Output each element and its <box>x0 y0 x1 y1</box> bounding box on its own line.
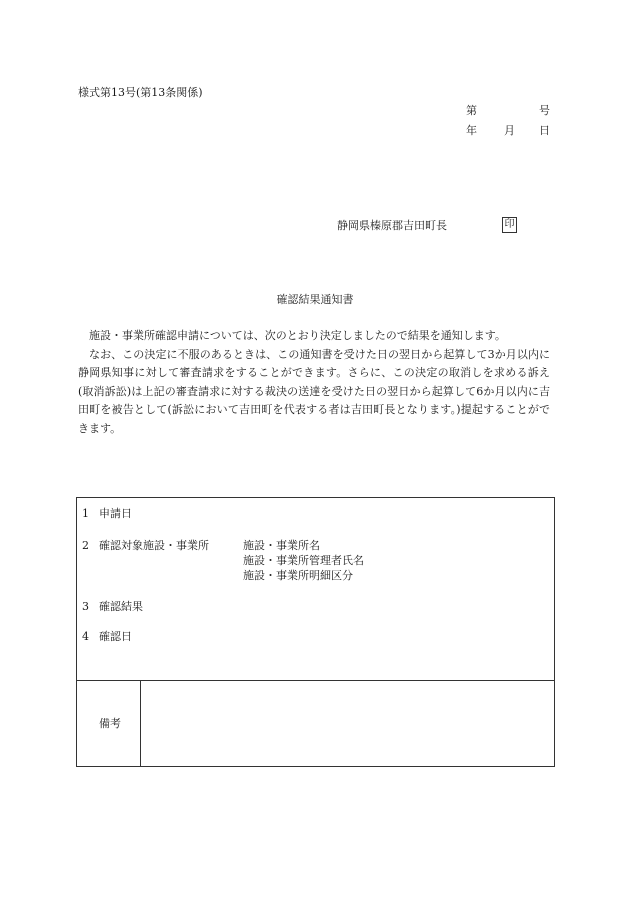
date-month: 月 <box>504 124 515 137</box>
remarks-section <box>77 681 554 766</box>
page-title: 確認結果通知書 <box>276 293 354 306</box>
item-number-2: 2 <box>82 539 89 552</box>
body-paragraph-2: なお、この決定に不服のあるときは、この通知書を受けた日の翌日から起算して3か月以内に静岡県知事に対して審査請求をすることができます。さらに、この決定の取消しを求める訴え(取消訴訟)は上記の審査請求に対する裁決の送達を受けた日の翌日から起算して6か月以内に吉田町を被告として(訴訟において吉田町を代表する者は吉田町長となります。)提起することができます。 <box>78 347 550 435</box>
document-date-line <box>466 124 550 138</box>
notice-body <box>78 327 550 438</box>
document-number-line <box>466 104 550 118</box>
date-day: 日 <box>539 124 550 137</box>
number-suffix: 号 <box>539 104 550 117</box>
items-section <box>77 498 554 681</box>
remarks-label-cell <box>77 681 141 766</box>
sub-item-manager-name: 施設・事業所管理者氏名 <box>243 554 364 567</box>
remarks-label: 備考 <box>99 717 121 730</box>
item-number-4: 4 <box>82 630 89 643</box>
item-label-target-facility: 確認対象施設・事業所 <box>99 539 209 552</box>
issuer-name: 静岡県榛原郡吉田町長 <box>337 219 447 232</box>
date-year: 年 <box>466 124 477 137</box>
body-paragraph-1: 施設・事業所確認申請については、次のとおり決定しましたので結果を通知します。 <box>89 329 506 342</box>
item-label-confirmation-date: 確認日 <box>99 630 132 643</box>
details-table <box>76 497 555 767</box>
item-label-result: 確認結果 <box>99 600 143 613</box>
sub-item-detail-category: 施設・事業所明細区分 <box>243 569 353 582</box>
sub-item-facility-name: 施設・事業所名 <box>243 539 320 552</box>
seal-box: 印 <box>502 217 517 233</box>
number-prefix: 第 <box>466 104 477 117</box>
item-number-1: 1 <box>82 507 89 520</box>
form-number-label: 様式第13号(第13条関係) <box>78 86 203 99</box>
item-number-3: 3 <box>82 600 89 613</box>
item-label-application-date: 申請日 <box>99 507 132 520</box>
